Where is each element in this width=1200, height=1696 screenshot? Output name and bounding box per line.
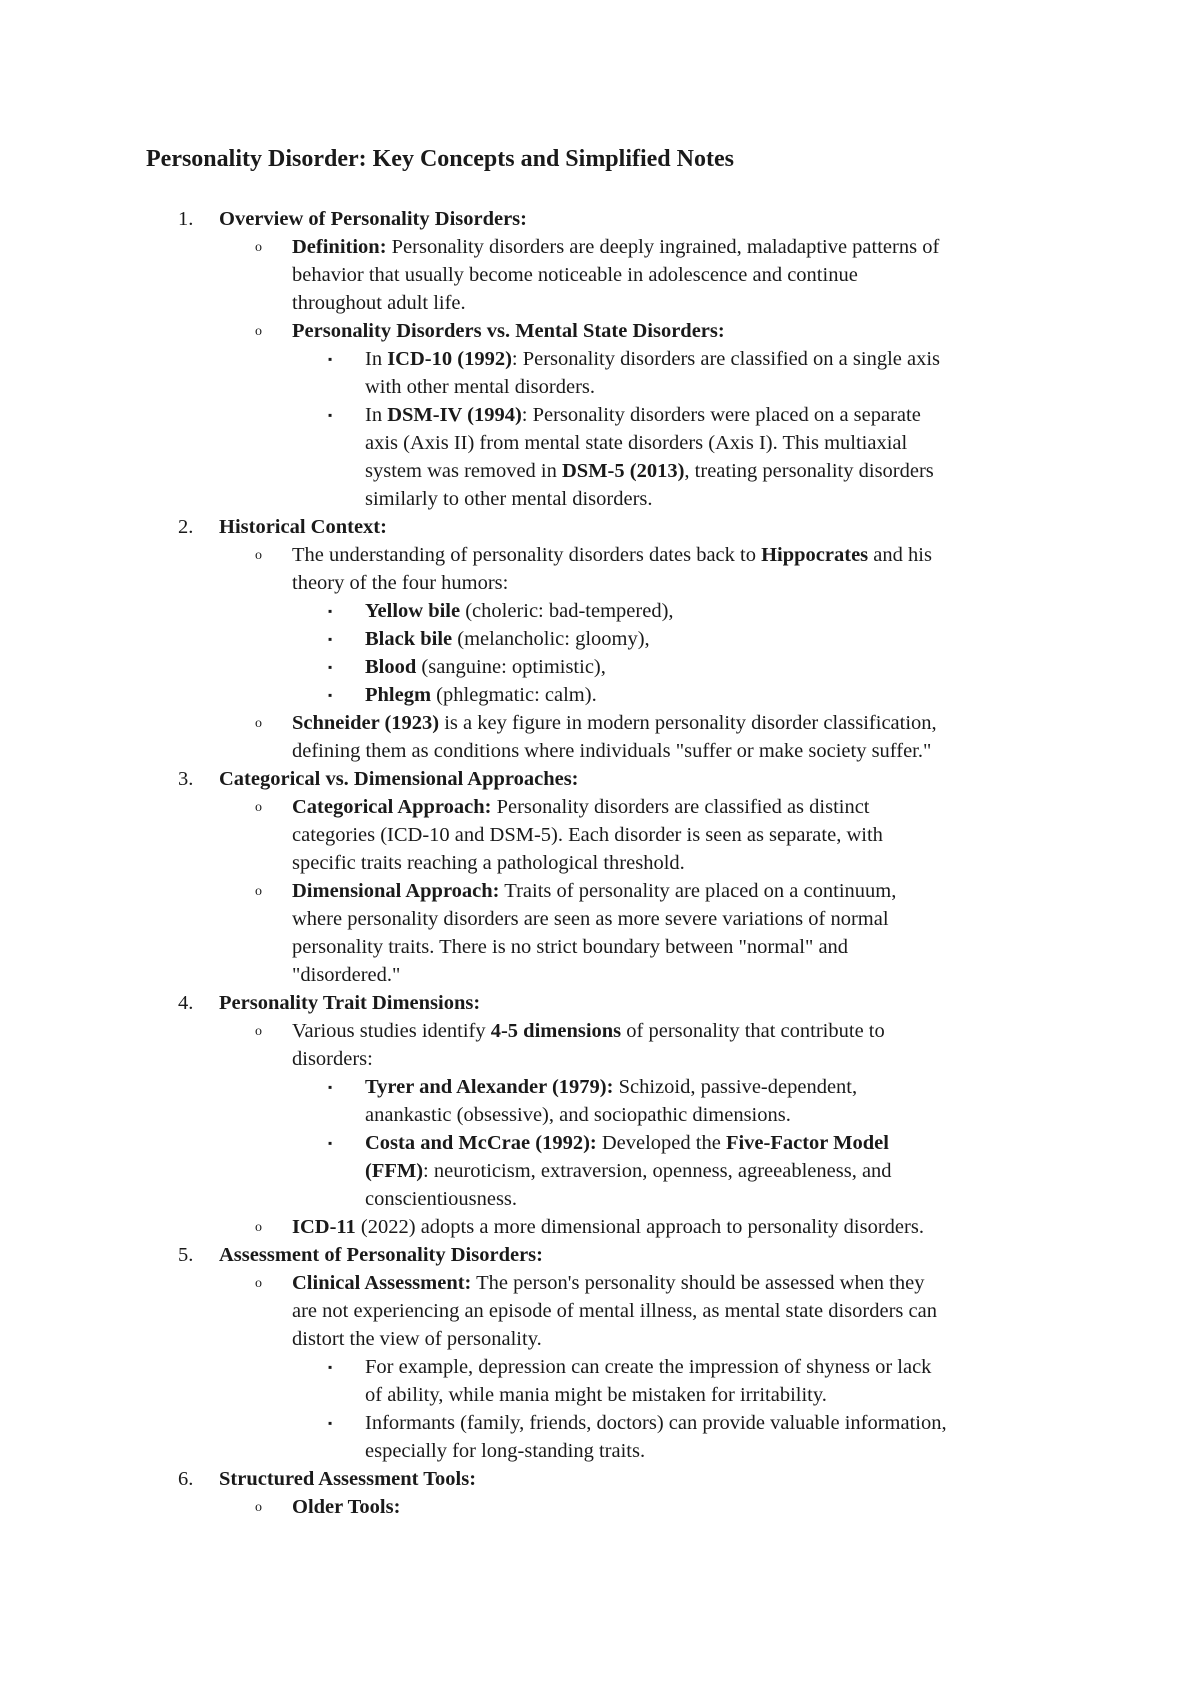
square-bullet-icon: ▪: [328, 604, 333, 618]
section-heading: [0, 1465, 1200, 1493]
list-item-continuation: with other mental disorders.: [365, 376, 596, 398]
heading-text: Overview of Personality Disorders:: [219, 208, 527, 230]
heading-text: Categorical vs. Dimensional Approaches:: [219, 768, 579, 790]
square-bullet-icon: ▪: [328, 660, 333, 674]
square-bullet-icon: ▪: [328, 408, 333, 422]
circle-bullet-icon: o: [255, 548, 262, 563]
list-number: 3.: [178, 768, 194, 790]
square-bullet-icon: ▪: [328, 632, 333, 646]
square-bullet-icon: ▪: [328, 352, 333, 366]
list-item: ▪ Yellow bile (choleric: bad-tempered),: [0, 597, 1200, 625]
square-bullet-icon: ▪: [328, 1360, 333, 1374]
square-bullet-icon: ▪: [328, 1416, 333, 1430]
list-item-continuation: personality traits. There is no strict boundary between "normal" and: [292, 936, 849, 958]
circle-bullet-icon: o: [255, 1276, 262, 1291]
list-item: o Definition: Personality disorders are deeply ingrained, maladaptive patterns of: [0, 233, 1200, 261]
list-item-continuation: similarly to other mental disorders.: [365, 488, 653, 510]
list-item: ▪ Tyrer and Alexander (1979): Schizoid, passive-dependent,: [0, 1073, 1200, 1101]
list-item: o Various studies identify 4-5 dimensions of personality that contribute to: [0, 1017, 1200, 1045]
circle-bullet-icon: o: [255, 800, 262, 815]
list-number: 6.: [178, 1468, 194, 1490]
list-item: o Categorical Approach: Personality disorders are classified as distinct: [0, 793, 1200, 821]
list-item: o Clinical Assessment: The person's personality should be assessed when they: [0, 1269, 1200, 1297]
document-title: Personality Disorder: Key Concepts and Simplified Notes: [146, 146, 734, 172]
circle-bullet-icon: o: [255, 884, 262, 899]
list-number: 1.: [178, 208, 194, 230]
list-number: 2.: [178, 516, 194, 538]
list-item-continuation: especially for long-standing traits.: [365, 1440, 646, 1462]
list-item-continuation: distort the view of personality.: [292, 1328, 542, 1350]
circle-bullet-icon: o: [255, 716, 262, 731]
list-item: ▪ Black bile (melancholic: gloomy),: [0, 625, 1200, 653]
list-item-continuation: throughout adult life.: [292, 292, 466, 314]
list-item: o Personality Disorders vs. Mental State Disorders:: [0, 317, 1200, 345]
circle-bullet-icon: o: [255, 1024, 262, 1039]
list-item: ▪ Costa and McCrae (1992): Developed the Five-Factor Model: [0, 1129, 1200, 1157]
list-item: ▪ In ICD-10 (1992): Personality disorders are classified on a single axis: [0, 345, 1200, 373]
list-number: 4.: [178, 992, 194, 1014]
list-item-continuation: axis (Axis II) from mental state disorders (Axis I). This multiaxial: [365, 432, 908, 454]
list-item: o ICD-11 (2022) adopts a more dimensional approach to personality disorders.: [0, 1213, 1200, 1241]
list-item: ▪ Blood (sanguine: optimistic),: [0, 653, 1200, 681]
list-item-continuation: defining them as conditions where individuals "suffer or make society suffer.": [292, 740, 932, 762]
square-bullet-icon: ▪: [328, 1136, 333, 1150]
circle-bullet-icon: o: [255, 240, 262, 255]
section-heading: [0, 989, 1200, 1017]
list-item: o Dimensional Approach: Traits of personality are placed on a continuum,: [0, 877, 1200, 905]
section-heading: [0, 205, 1200, 233]
list-item-continuation: theory of the four humors:: [292, 572, 509, 594]
list-item-continuation: categories (ICD-10 and DSM-5). Each disorder is seen as separate, with: [292, 824, 883, 846]
list-item-continuation: of ability, while mania might be mistaken for irritability.: [365, 1384, 827, 1406]
list-item-continuation: (FFM): neuroticism, extraversion, openness, agreeableness, and: [365, 1160, 892, 1182]
list-item-continuation: disorders:: [292, 1048, 373, 1070]
list-item-continuation: are not experiencing an episode of mental illness, as mental state disorders can: [292, 1300, 937, 1322]
list-item-continuation: "disordered.": [292, 964, 401, 986]
square-bullet-icon: ▪: [328, 688, 333, 702]
section-heading: [0, 765, 1200, 793]
list-item: o The understanding of personality disorders dates back to Hippocrates and his: [0, 541, 1200, 569]
list-item: ▪ For example, depression can create the impression of shyness or lack: [0, 1353, 1200, 1381]
list-item-continuation: conscientiousness.: [365, 1188, 518, 1210]
list-number: 5.: [178, 1244, 194, 1266]
circle-bullet-icon: o: [255, 1220, 262, 1235]
heading-text: Structured Assessment Tools:: [219, 1468, 477, 1490]
list-item-continuation: behavior that usually become noticeable in adolescence and continue: [292, 264, 858, 286]
section-heading: [0, 513, 1200, 541]
list-item: ▪ Informants (family, friends, doctors) can provide valuable information,: [0, 1409, 1200, 1437]
section-heading: [0, 1241, 1200, 1269]
list-item: o Older Tools:: [0, 1493, 1200, 1521]
list-item-continuation: system was removed in DSM-5 (2013), treating personality disorders: [365, 460, 934, 482]
list-item: o Schneider (1923) is a key figure in modern personality disorder classification,: [0, 709, 1200, 737]
list-item-continuation: where personality disorders are seen as more severe variations of normal: [292, 908, 889, 930]
heading-text: Historical Context:: [219, 516, 387, 538]
heading-text: Personality Trait Dimensions:: [219, 992, 481, 1014]
square-bullet-icon: ▪: [328, 1080, 333, 1094]
heading-text: Assessment of Personality Disorders:: [219, 1244, 543, 1266]
circle-bullet-icon: o: [255, 324, 262, 339]
document-body: [0, 205, 1200, 1521]
circle-bullet-icon: o: [255, 1500, 262, 1515]
list-item-continuation: specific traits reaching a pathological threshold.: [292, 852, 685, 874]
list-item: ▪ In DSM-IV (1994): Personality disorders were placed on a separate: [0, 401, 1200, 429]
list-item-continuation: anankastic (obsessive), and sociopathic dimensions.: [365, 1104, 791, 1126]
list-item: ▪ Phlegm (phlegmatic: calm).: [0, 681, 1200, 709]
